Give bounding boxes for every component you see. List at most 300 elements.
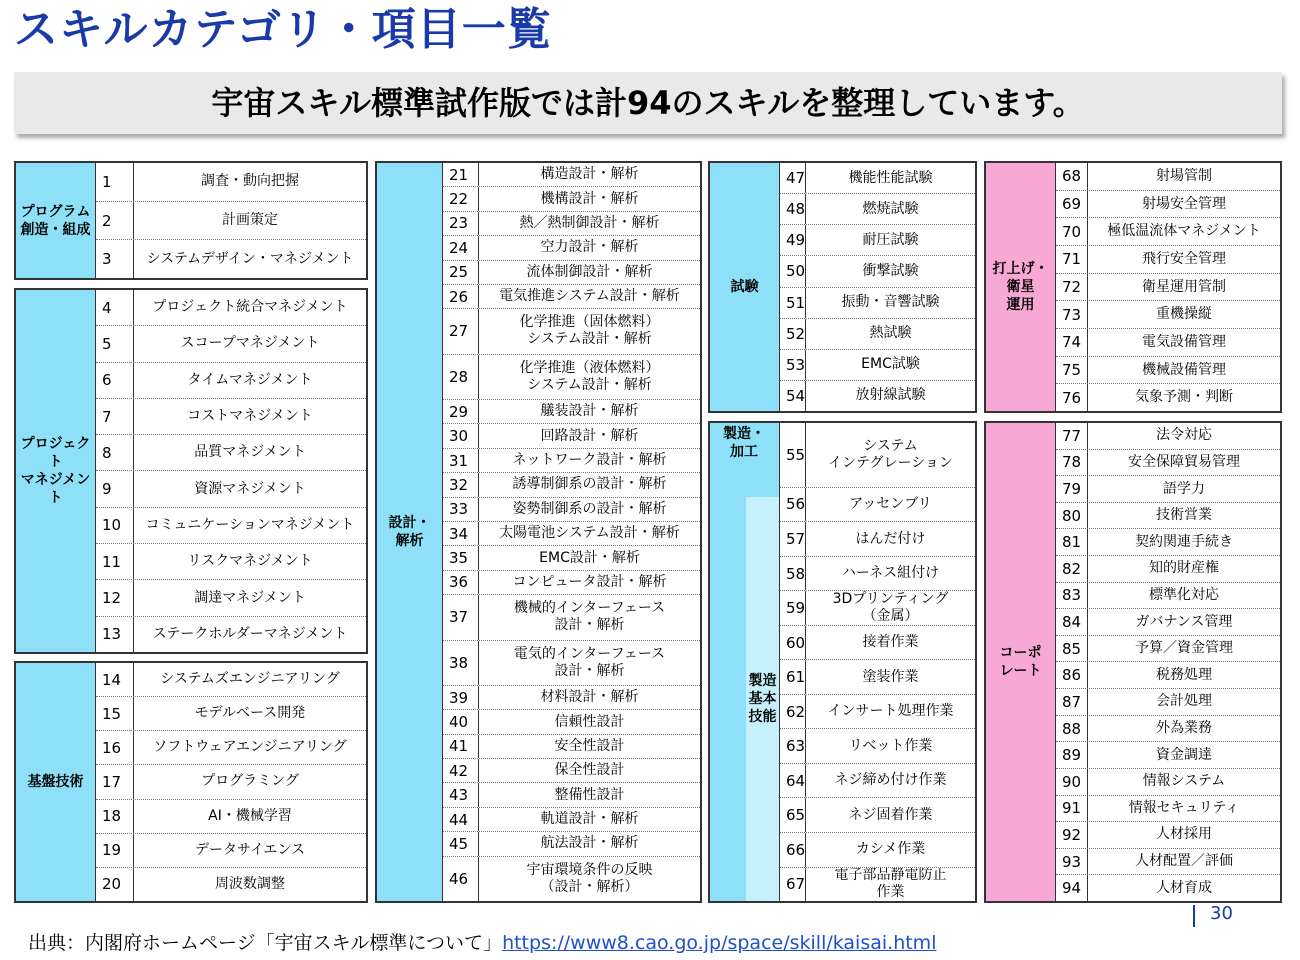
skill-number: 28 bbox=[443, 355, 479, 399]
group-corporate bbox=[984, 421, 1282, 903]
skill-number: 15 bbox=[96, 697, 134, 730]
skill-name: 空力設計・解析 bbox=[540, 239, 639, 256]
group-program bbox=[14, 161, 368, 280]
skill-name: 飛行安全管理 bbox=[1142, 250, 1226, 267]
skill-row bbox=[96, 867, 366, 901]
skill-number: 45 bbox=[443, 832, 479, 855]
skill-number: 10 bbox=[96, 508, 134, 543]
skill-number: 88 bbox=[1056, 716, 1088, 742]
skill-number: 5 bbox=[96, 326, 134, 361]
skill-row bbox=[780, 487, 975, 522]
skill-number: 92 bbox=[1056, 822, 1088, 848]
skill-number: 79 bbox=[1056, 476, 1088, 502]
skill-name: 保全性設計 bbox=[554, 762, 625, 779]
skill-name: 計画策定 bbox=[222, 212, 278, 228]
skill-name: 人材育成 bbox=[1156, 879, 1212, 896]
skill-name: モデルベース開発 bbox=[194, 705, 306, 722]
skill-row bbox=[443, 399, 700, 423]
skill-name: 衝撃試験 bbox=[862, 262, 919, 279]
skill-number: 19 bbox=[96, 834, 134, 867]
skill-name: 艤装設計・解析 bbox=[540, 403, 639, 420]
skill-row bbox=[780, 728, 975, 763]
skill-number: 11 bbox=[96, 544, 134, 579]
skill-name: 人材採用 bbox=[1156, 826, 1212, 843]
skill-rows bbox=[780, 423, 975, 901]
skill-number: 6 bbox=[96, 363, 134, 398]
skill-number: 31 bbox=[443, 449, 479, 472]
skill-row bbox=[780, 349, 975, 380]
skill-name: システムデザイン・マネジメント bbox=[146, 250, 354, 267]
skill-name: 電気推進システム設計・解析 bbox=[499, 288, 680, 305]
skill-row bbox=[443, 163, 700, 186]
skill-number: 39 bbox=[443, 686, 479, 709]
skill-number: 36 bbox=[443, 571, 479, 594]
skill-number: 52 bbox=[780, 319, 806, 349]
skill-name: 燃焼試験 bbox=[862, 200, 919, 217]
skill-row bbox=[1056, 741, 1280, 768]
skill-name: 誘導制御系の設計・解析 bbox=[512, 476, 667, 493]
skill-name: 構造設計・解析 bbox=[540, 166, 639, 183]
skill-rows bbox=[1056, 163, 1280, 411]
category-label: コーポ レート bbox=[986, 423, 1056, 901]
skill-row bbox=[1056, 163, 1280, 190]
skill-row bbox=[443, 545, 700, 569]
skill-row bbox=[443, 734, 700, 758]
skill-name: インサート処理作業 bbox=[827, 703, 954, 720]
skill-name: ネットワーク設計・解析 bbox=[512, 452, 667, 469]
skill-number: 27 bbox=[443, 309, 479, 353]
skill-row bbox=[1056, 449, 1280, 476]
skill-number: 20 bbox=[96, 868, 134, 901]
skill-name: システム インテグレーション bbox=[828, 437, 953, 471]
skill-name: リベット作業 bbox=[848, 737, 933, 754]
skill-row bbox=[443, 354, 700, 399]
skill-name: 回路設計・解析 bbox=[540, 427, 639, 444]
skill-row bbox=[96, 201, 366, 240]
skill-number: 8 bbox=[96, 435, 134, 470]
skill-row bbox=[96, 579, 366, 615]
skill-name: 予算／資金管理 bbox=[1135, 640, 1233, 657]
skill-name: 接着作業 bbox=[862, 634, 919, 651]
skill-name: 振動・音響試験 bbox=[841, 294, 940, 311]
category-label: 基盤技術 bbox=[16, 663, 96, 901]
skill-row bbox=[1056, 848, 1280, 875]
skill-name: 税務処理 bbox=[1156, 666, 1212, 683]
skill-name: スコープマネジメント bbox=[180, 335, 320, 352]
skill-number: 42 bbox=[443, 759, 479, 782]
skill-row bbox=[1056, 475, 1280, 502]
skill-row bbox=[96, 799, 366, 833]
skill-number: 41 bbox=[443, 735, 479, 758]
skill-row bbox=[1056, 356, 1280, 384]
skill-row bbox=[1056, 555, 1280, 582]
skill-name: 化学推進（液体燃料） システム設計・解析 bbox=[519, 359, 660, 393]
skill-number: 93 bbox=[1056, 849, 1088, 875]
skill-row bbox=[780, 556, 975, 591]
skill-row bbox=[443, 758, 700, 782]
skill-row bbox=[1056, 768, 1280, 795]
skill-row bbox=[1056, 715, 1280, 742]
skill-number: 74 bbox=[1056, 329, 1088, 356]
skill-number: 9 bbox=[96, 471, 134, 506]
skill-row bbox=[443, 570, 700, 594]
skill-number: 47 bbox=[780, 163, 806, 193]
skill-name: 語学力 bbox=[1163, 480, 1205, 497]
category-label: 打上げ・ 衛星 運用 bbox=[986, 163, 1056, 411]
skill-name: 知的財産権 bbox=[1149, 560, 1219, 577]
skill-number: 29 bbox=[443, 400, 479, 423]
skill-row bbox=[443, 521, 700, 545]
skill-name: 信頼性設計 bbox=[554, 713, 625, 730]
skill-number: 65 bbox=[780, 798, 806, 832]
skill-number: 12 bbox=[96, 580, 134, 615]
skill-row bbox=[1056, 502, 1280, 529]
skill-number: 77 bbox=[1056, 423, 1088, 449]
skill-row bbox=[780, 423, 975, 487]
skill-name: 機構設計・解析 bbox=[540, 190, 639, 207]
skill-row bbox=[443, 211, 700, 235]
skill-row bbox=[96, 696, 366, 730]
skill-number: 7 bbox=[96, 399, 134, 434]
skill-number: 91 bbox=[1056, 796, 1088, 822]
group-project-management bbox=[14, 288, 368, 654]
skill-row bbox=[443, 594, 700, 639]
skill-name: 化学推進（固体燃料） システム設計・解析 bbox=[519, 314, 660, 348]
skill-row bbox=[780, 763, 975, 798]
skill-name: 耐圧試験 bbox=[862, 231, 919, 248]
skill-number: 26 bbox=[443, 285, 479, 308]
summary-banner: 宇宙スキル標準試作版では計94のスキルを整理しています。 bbox=[14, 72, 1282, 134]
skill-name: EMC試験 bbox=[861, 356, 920, 373]
skill-row bbox=[1056, 190, 1280, 218]
skill-row bbox=[96, 362, 366, 398]
skill-number: 90 bbox=[1056, 769, 1088, 795]
skill-name: 熱試験 bbox=[869, 325, 912, 342]
skill-row bbox=[443, 308, 700, 353]
skill-row bbox=[780, 659, 975, 694]
skill-name: プログラミング bbox=[201, 773, 299, 790]
skill-number: 24 bbox=[443, 236, 479, 259]
skill-number: 94 bbox=[1056, 875, 1088, 901]
source-prefix: 出典：内閣府ホームページ「宇宙スキル標準について」 bbox=[28, 932, 503, 954]
skill-number: 18 bbox=[96, 800, 134, 833]
skill-name: システムズエンジニアリング bbox=[160, 671, 340, 688]
skill-row bbox=[96, 833, 366, 867]
skill-row bbox=[1056, 821, 1280, 848]
skill-number: 46 bbox=[443, 857, 479, 901]
skill-number: 80 bbox=[1056, 503, 1088, 529]
skill-name: はんだ付け bbox=[855, 530, 926, 547]
skill-number: 2 bbox=[96, 202, 134, 240]
skill-row bbox=[780, 318, 975, 349]
skill-number: 75 bbox=[1056, 357, 1088, 384]
skill-name: 航法設計・解析 bbox=[540, 835, 639, 852]
group-test bbox=[708, 161, 977, 413]
skill-row bbox=[780, 224, 975, 255]
skill-number: 86 bbox=[1056, 662, 1088, 688]
subcategory-label: 製造 基本 技能 bbox=[746, 497, 780, 901]
skill-name: データサイエンス bbox=[194, 841, 306, 858]
skill-number: 82 bbox=[1056, 556, 1088, 582]
skill-name: 法令対応 bbox=[1156, 427, 1212, 444]
skill-row bbox=[96, 239, 366, 278]
skill-row bbox=[1056, 528, 1280, 555]
skill-row bbox=[780, 193, 975, 224]
skill-name: 周波数調整 bbox=[215, 875, 285, 892]
skill-row bbox=[443, 448, 700, 472]
skill-number: 13 bbox=[96, 617, 134, 652]
skill-row bbox=[443, 831, 700, 855]
skill-number: 43 bbox=[443, 783, 479, 806]
skill-row bbox=[96, 290, 366, 325]
skill-row bbox=[443, 640, 700, 685]
skill-row bbox=[780, 255, 975, 286]
skill-name: 資源マネジメント bbox=[194, 480, 306, 497]
skill-number: 21 bbox=[443, 163, 479, 186]
skill-row bbox=[1056, 635, 1280, 662]
skill-number: 50 bbox=[780, 256, 806, 286]
skill-row bbox=[1056, 582, 1280, 609]
skill-name: 3Dプリンティング （金属） bbox=[832, 591, 949, 625]
skill-number: 48 bbox=[780, 194, 806, 224]
source-link[interactable]: https://www8.cao.go.jp/space/skill/kaisai.html bbox=[502, 932, 937, 954]
skill-number: 81 bbox=[1056, 529, 1088, 555]
skill-row bbox=[1056, 661, 1280, 688]
skill-row bbox=[1056, 300, 1280, 328]
skill-number: 61 bbox=[780, 660, 806, 694]
skill-row bbox=[96, 434, 366, 470]
skill-number: 73 bbox=[1056, 301, 1088, 328]
skill-name: 情報システム bbox=[1142, 773, 1226, 790]
skill-name: 機能性能試験 bbox=[848, 169, 933, 186]
skill-row bbox=[780, 380, 975, 411]
skill-name: 電気的インターフェース 設計・解析 bbox=[513, 645, 666, 679]
skill-row bbox=[780, 694, 975, 729]
skill-name: 整備性設計 bbox=[554, 786, 625, 803]
skill-name: 材料設計・解析 bbox=[540, 689, 639, 706]
skill-name: アッセンブリ bbox=[849, 495, 932, 512]
skill-number: 69 bbox=[1056, 191, 1088, 218]
skill-row bbox=[443, 856, 700, 901]
skill-name: 情報セキュリティ bbox=[1128, 799, 1240, 816]
skill-number: 66 bbox=[780, 833, 806, 867]
skill-row bbox=[96, 543, 366, 579]
skill-number: 14 bbox=[96, 663, 134, 696]
skill-name: 姿勢制御系の設計・解析 bbox=[512, 500, 667, 517]
skill-row bbox=[443, 235, 700, 259]
skill-name: 衛星運用管制 bbox=[1142, 278, 1226, 295]
skill-number: 71 bbox=[1056, 246, 1088, 273]
skill-row bbox=[1056, 273, 1280, 301]
skill-number: 44 bbox=[443, 808, 479, 831]
skill-row bbox=[780, 625, 975, 660]
skill-row bbox=[1056, 245, 1280, 273]
skill-row bbox=[96, 163, 366, 201]
skill-name: コストマネジメント bbox=[187, 408, 313, 425]
skill-row bbox=[780, 797, 975, 832]
skill-number: 84 bbox=[1056, 609, 1088, 635]
category-label: プログラム 創造・組成 bbox=[16, 163, 96, 278]
skill-number: 4 bbox=[96, 290, 134, 325]
skill-name: AI・機械学習 bbox=[208, 807, 292, 824]
skill-name: 塗装作業 bbox=[862, 668, 919, 685]
category-label: 製造・ 加工 bbox=[723, 426, 765, 460]
skill-name: プロジェクト統合マネジメント bbox=[152, 299, 348, 316]
group-design-analysis bbox=[375, 161, 702, 903]
skill-name: カシメ作業 bbox=[855, 841, 926, 858]
skill-name: 電子部品静電防止 作業 bbox=[834, 867, 947, 901]
category-label: プロジェクト マネジメント bbox=[16, 290, 96, 652]
skill-name: 技術営業 bbox=[1156, 507, 1212, 524]
skill-row bbox=[96, 730, 366, 764]
source-citation bbox=[28, 928, 936, 955]
skill-name: 電気設備管理 bbox=[1142, 333, 1226, 350]
skill-row bbox=[96, 616, 366, 652]
skill-name: 会計処理 bbox=[1156, 693, 1212, 710]
skill-number: 25 bbox=[443, 261, 479, 284]
skill-row bbox=[780, 867, 975, 902]
skill-rows bbox=[96, 663, 366, 901]
skill-rows bbox=[96, 163, 366, 278]
skill-number: 68 bbox=[1056, 163, 1088, 190]
skill-number: 49 bbox=[780, 225, 806, 255]
skill-number: 76 bbox=[1056, 384, 1088, 411]
skill-number: 23 bbox=[443, 212, 479, 235]
skill-name: 太陽電池システム設計・解析 bbox=[499, 525, 680, 542]
skill-name: 重機操縦 bbox=[1156, 306, 1212, 323]
skill-number: 30 bbox=[443, 424, 479, 447]
skill-number: 3 bbox=[96, 240, 134, 278]
skill-number: 37 bbox=[443, 595, 479, 639]
skill-number: 56 bbox=[780, 488, 806, 522]
skill-number: 32 bbox=[443, 473, 479, 496]
skill-number: 59 bbox=[780, 591, 806, 625]
skill-row bbox=[96, 398, 366, 434]
skill-name: ガバナンス管理 bbox=[1135, 613, 1233, 630]
skill-row bbox=[96, 325, 366, 361]
skill-number: 58 bbox=[780, 557, 806, 591]
skill-row bbox=[443, 497, 700, 521]
category-label: 設計・ 解析 bbox=[377, 163, 443, 901]
page-number: 30 bbox=[1210, 903, 1233, 924]
skill-number: 87 bbox=[1056, 689, 1088, 715]
skill-number: 54 bbox=[780, 381, 806, 411]
skill-row bbox=[443, 709, 700, 733]
skill-number: 67 bbox=[780, 868, 806, 902]
skill-row bbox=[443, 260, 700, 284]
skill-name: 機械設備管理 bbox=[1142, 361, 1226, 378]
skill-row bbox=[780, 287, 975, 318]
skill-row bbox=[1056, 423, 1280, 449]
skill-number: 57 bbox=[780, 522, 806, 556]
skill-number: 62 bbox=[780, 695, 806, 729]
group-manufacturing bbox=[708, 421, 977, 903]
skill-name: 機械的インターフェース 設計・解析 bbox=[513, 600, 666, 634]
skill-number: 72 bbox=[1056, 274, 1088, 301]
skill-name: ステークホルダーマネジメント bbox=[152, 625, 348, 642]
skill-name: EMC設計・解析 bbox=[539, 549, 640, 566]
skill-number: 33 bbox=[443, 498, 479, 521]
skill-rows bbox=[780, 163, 975, 411]
skill-number: 35 bbox=[443, 546, 479, 569]
skill-number: 70 bbox=[1056, 218, 1088, 245]
skill-number: 78 bbox=[1056, 450, 1088, 476]
category-label: 試験 bbox=[710, 163, 780, 411]
skill-row bbox=[443, 807, 700, 831]
skill-number: 85 bbox=[1056, 636, 1088, 662]
skill-name: 射場管制 bbox=[1156, 167, 1212, 184]
skill-row bbox=[780, 521, 975, 556]
skill-name: ネジ締め付け作業 bbox=[834, 772, 947, 789]
skill-row bbox=[1056, 217, 1280, 245]
skill-number: 51 bbox=[780, 288, 806, 318]
skill-row bbox=[443, 685, 700, 709]
skill-name: 人材配置／評価 bbox=[1135, 853, 1233, 870]
skill-rows bbox=[1056, 423, 1280, 901]
skill-name: 契約関連手続き bbox=[1135, 533, 1233, 550]
skill-number: 1 bbox=[96, 163, 134, 201]
group-launch-operations bbox=[984, 161, 1282, 413]
skill-row bbox=[443, 186, 700, 210]
skill-name: 軌道設計・解析 bbox=[540, 811, 639, 827]
skill-name: タイムマネジメント bbox=[187, 371, 313, 388]
skill-name: リスクマネジメント bbox=[187, 553, 313, 570]
skill-row bbox=[96, 764, 366, 798]
skill-name: 放射線試験 bbox=[855, 387, 926, 404]
skill-name: 外為業務 bbox=[1156, 720, 1212, 736]
skill-number: 53 bbox=[780, 350, 806, 380]
skill-rows bbox=[96, 290, 366, 652]
skill-name: 調達マネジメント bbox=[194, 589, 306, 606]
skill-row bbox=[1056, 874, 1280, 901]
skill-number: 55 bbox=[780, 423, 806, 487]
skill-row bbox=[1056, 608, 1280, 635]
skill-number: 38 bbox=[443, 641, 479, 685]
skill-name: 熱／熱制御設計・解析 bbox=[519, 214, 660, 231]
skill-name: 安全性設計 bbox=[554, 737, 625, 754]
skill-name: 流体制御設計・解析 bbox=[526, 263, 653, 280]
skill-row bbox=[780, 163, 975, 193]
page-number-divider bbox=[1193, 905, 1195, 927]
skill-row bbox=[96, 470, 366, 506]
skill-number: 60 bbox=[780, 626, 806, 660]
skill-name: ハーネス組付け bbox=[841, 565, 940, 582]
skill-number: 83 bbox=[1056, 583, 1088, 609]
skill-name: コンピュータ設計・解析 bbox=[512, 573, 667, 590]
skill-row bbox=[1056, 383, 1280, 411]
skill-number: 40 bbox=[443, 710, 479, 733]
skill-row bbox=[443, 782, 700, 806]
skill-name: ネジ固着作業 bbox=[848, 806, 933, 823]
skill-name: 品質マネジメント bbox=[194, 444, 306, 461]
skill-number: 64 bbox=[780, 764, 806, 798]
skill-name: 気象予測・判断 bbox=[1135, 389, 1233, 406]
skill-number: 34 bbox=[443, 522, 479, 545]
skill-row bbox=[1056, 795, 1280, 822]
skill-name: 安全保障貿易管理 bbox=[1128, 453, 1240, 470]
skill-name: 射場安全管理 bbox=[1142, 195, 1226, 212]
group-fundamental-tech bbox=[14, 661, 368, 903]
skill-row bbox=[96, 507, 366, 543]
skill-number: 63 bbox=[780, 729, 806, 763]
skill-row bbox=[443, 423, 700, 447]
skill-row bbox=[780, 590, 975, 625]
skill-row bbox=[443, 284, 700, 308]
skill-row bbox=[443, 472, 700, 496]
skill-row bbox=[96, 663, 366, 696]
skill-row bbox=[1056, 328, 1280, 356]
skill-number: 89 bbox=[1056, 742, 1088, 768]
